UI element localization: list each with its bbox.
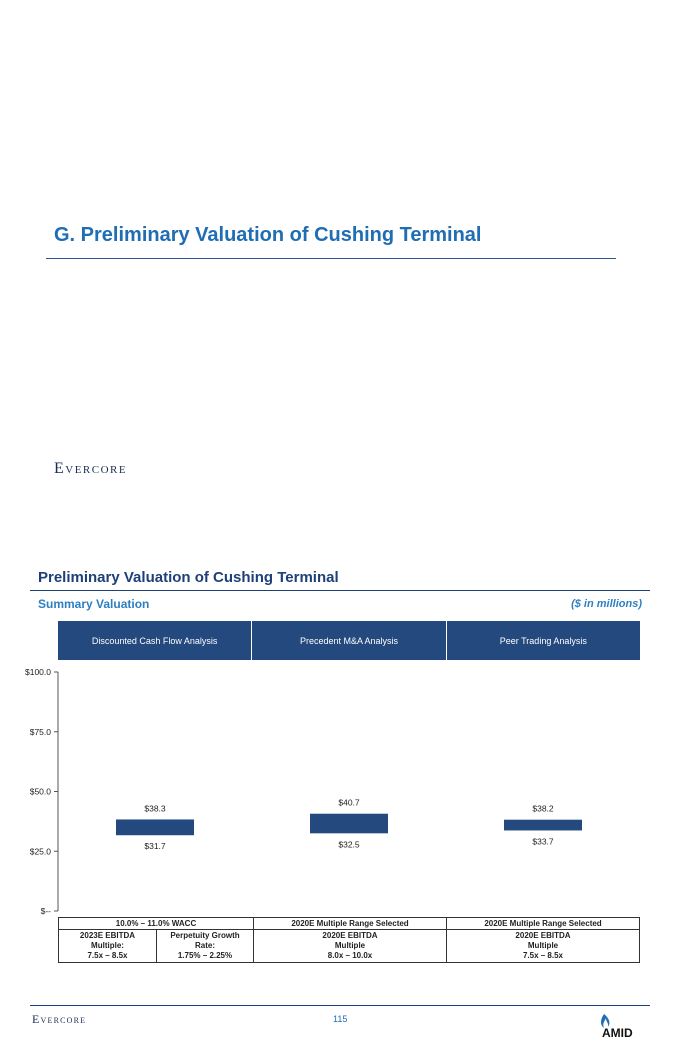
ma-range-selected: 2020E Multiple Range Selected [254,918,447,930]
bar-low-label: $33.7 [532,836,554,847]
peer-line-3: 7.5x – 8.5x [522,951,564,960]
header-precedent-ma: Precedent M&A Analysis [252,621,446,660]
y-tick-label: $25.0 [29,846,51,857]
y-tick-label: $100.0 [25,667,51,677]
bar-high-label: $38.3 [144,803,166,814]
bar-low-label: $31.7 [144,841,166,852]
amid-logo [598,1011,650,1041]
footer-divider [30,1005,650,1006]
page-number: 115 [333,1014,348,1024]
footer-evercore-logo: Evercore [32,1012,87,1026]
range-bar [504,820,582,831]
dcf-perpetuity-growth [157,930,254,963]
dcf-exit-multiple [59,930,157,963]
dcf-pg-line-1: Perpetuity Growth [170,931,240,940]
y-tick-label: $-- [40,906,51,916]
dcf-exit-line-2: Multiple: [91,941,124,950]
dcf-exit-line-1: 2023E EBITDA [79,931,136,940]
header-peer-trading: Peer Trading Analysis [447,621,640,660]
dcf-exit-line-3: 7.5x – 8.5x [87,951,128,960]
ma-multiple [254,930,447,963]
methodology-table [58,917,640,963]
bar-low-label: $32.5 [338,839,360,850]
peer-line-1: 2020E EBITDA [515,931,571,940]
slide-title: Preliminary Valuation of Cushing Terminal [38,569,339,586]
dcf-pg-line-3: 1.75% – 2.25% [177,951,233,960]
y-tick-label: $50.0 [29,786,51,797]
peer-range-selected: 2020E Multiple Range Selected [447,918,640,930]
ma-line-3: 8.0x – 10.0x [327,951,373,960]
units-label: ($ in millions) [571,598,642,610]
peer-line-2: Multiple [527,941,559,950]
range-bar [116,819,194,835]
slide-subtitle: Summary Valuation [38,597,150,611]
bar-high-label: $38.2 [532,803,554,814]
evercore-logo: Evercore [54,460,128,477]
dcf-wacc: 10.0% – 11.0% WACC [59,918,254,930]
peer-multiple [447,930,640,963]
section-title: G. Preliminary Valuation of Cushing Terminal [54,224,482,246]
ma-line-1: 2020E EBITDA [322,931,378,940]
ma-line-2: Multiple [334,941,366,950]
amid-flame-icon [598,1011,650,1041]
range-bar [310,814,388,834]
bar-high-label: $40.7 [338,797,360,808]
valuation-chart [0,660,680,917]
column-header-band [58,621,640,660]
header-dcf: Discounted Cash Flow Analysis [58,621,252,660]
dcf-pg-line-2: Rate: [194,941,215,950]
title-divider [30,590,650,591]
y-tick-label: $75.0 [29,726,51,737]
amid-wordmark: AMID [602,1026,633,1040]
section-divider [46,258,616,259]
